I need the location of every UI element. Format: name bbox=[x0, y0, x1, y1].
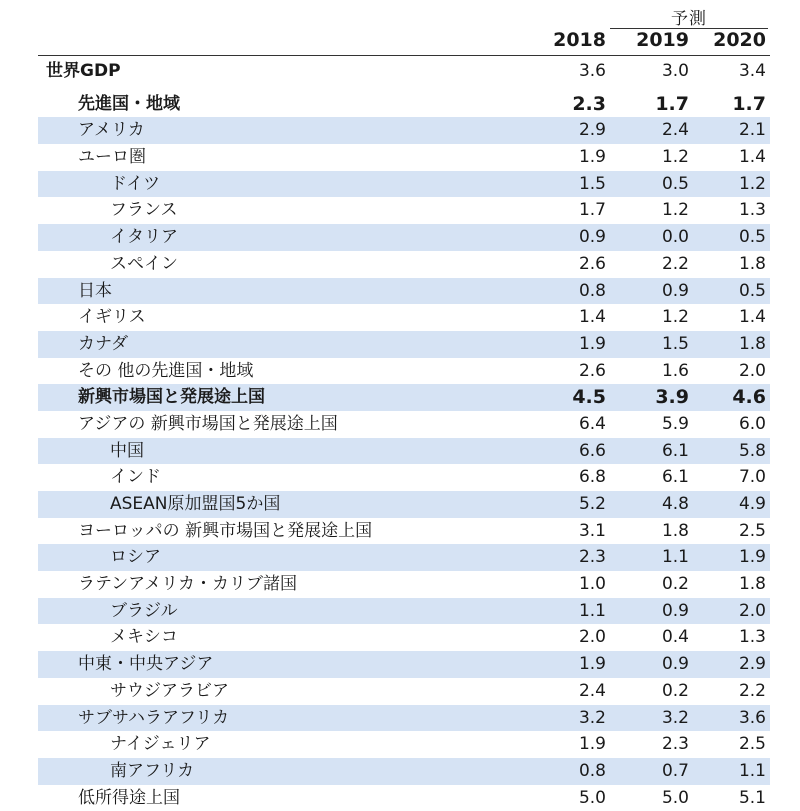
value-2018: 3.1 bbox=[578, 520, 606, 541]
value-2020: 5.1 bbox=[738, 787, 766, 808]
value-2018: 1.7 bbox=[578, 200, 606, 221]
table-row bbox=[38, 91, 770, 118]
value-2019: 4.8 bbox=[661, 494, 689, 514]
table-row bbox=[38, 331, 770, 358]
value-2018: 4.5 bbox=[572, 386, 606, 409]
value-2020: 2.5 bbox=[738, 520, 766, 541]
row-label: 低所得途上国 bbox=[78, 787, 180, 808]
value-2019: 1.1 bbox=[661, 547, 689, 568]
value-2020: 3.4 bbox=[738, 61, 766, 81]
row-label: 先進国・地域 bbox=[78, 93, 180, 114]
table-row bbox=[38, 731, 770, 758]
value-2019: 0.9 bbox=[661, 280, 689, 301]
value-2020: 1.3 bbox=[738, 200, 766, 221]
table-header bbox=[38, 29, 770, 53]
row-label: アジアの 新興市場国と発展途上国 bbox=[78, 413, 338, 434]
table-row-world-gdp bbox=[38, 58, 770, 85]
value-2020: 0.5 bbox=[738, 280, 766, 301]
row-label: 南アフリカ bbox=[110, 760, 195, 781]
row-label: その 他の先進国・地域 bbox=[78, 360, 254, 381]
value-2019: 5.0 bbox=[661, 787, 689, 808]
value-2019: 0.9 bbox=[661, 654, 689, 675]
value-2018: 3.6 bbox=[578, 61, 606, 81]
value-2020: 4.6 bbox=[732, 386, 766, 409]
gdp-table bbox=[38, 58, 770, 811]
value-2020: 1.3 bbox=[738, 627, 766, 648]
value-2019: 0.7 bbox=[661, 760, 689, 781]
value-2018: 6.8 bbox=[578, 467, 606, 488]
row-label: ヨーロッパの 新興市場国と発展途上国 bbox=[78, 520, 373, 541]
header-divider bbox=[38, 55, 770, 56]
row-label: イギリス bbox=[78, 307, 146, 328]
table-row bbox=[38, 491, 770, 518]
value-2018: 3.2 bbox=[578, 707, 606, 728]
row-label: フランス bbox=[110, 200, 178, 221]
table-row bbox=[38, 171, 770, 198]
value-2020: 2.9 bbox=[738, 654, 766, 675]
value-2019: 1.8 bbox=[661, 520, 689, 541]
value-2019: 3.2 bbox=[661, 707, 689, 728]
value-2019: 2.2 bbox=[661, 253, 689, 274]
value-2020: 1.8 bbox=[738, 253, 766, 274]
row-label: アメリカ bbox=[78, 120, 145, 141]
value-2018: 2.3 bbox=[572, 92, 606, 115]
row-label: メキシコ bbox=[110, 627, 178, 648]
row-label: 新興市場国と発展途上国 bbox=[78, 387, 265, 408]
value-2020: 1.9 bbox=[738, 547, 766, 568]
table-row bbox=[38, 758, 770, 785]
table-row bbox=[38, 651, 770, 678]
table-row bbox=[38, 518, 770, 545]
value-2020: 2.1 bbox=[738, 120, 766, 141]
value-2018: 1.0 bbox=[578, 574, 606, 595]
year-2019-header: 2019 bbox=[636, 29, 689, 51]
table-row bbox=[38, 251, 770, 278]
table-row bbox=[38, 571, 770, 598]
table-row bbox=[38, 544, 770, 571]
value-2019: 0.0 bbox=[661, 227, 689, 248]
value-2018: 2.6 bbox=[578, 253, 606, 274]
value-2018: 1.5 bbox=[578, 173, 606, 194]
row-label: イタリア bbox=[110, 227, 178, 248]
value-2018: 2.9 bbox=[578, 120, 606, 141]
value-2020: 1.4 bbox=[738, 307, 766, 328]
value-2019: 1.2 bbox=[661, 200, 689, 221]
row-label: 日本 bbox=[78, 280, 112, 301]
row-label: ナイジェリア bbox=[110, 734, 211, 755]
row-label: 中東・中央アジア bbox=[78, 654, 214, 675]
value-2019: 1.7 bbox=[655, 92, 689, 115]
value-2019: 1.5 bbox=[661, 333, 689, 354]
value-2018: 2.0 bbox=[578, 627, 606, 648]
value-2020: 1.1 bbox=[738, 760, 766, 781]
value-2018: 0.8 bbox=[578, 760, 606, 781]
value-2019: 2.3 bbox=[661, 734, 689, 755]
row-label: ASEAN原加盟国5か国 bbox=[110, 494, 281, 514]
year-2018-header: 2018 bbox=[553, 29, 606, 51]
value-2020: 2.0 bbox=[738, 600, 766, 621]
value-2019: 0.2 bbox=[661, 574, 689, 595]
value-2020: 7.0 bbox=[738, 467, 766, 488]
value-2020: 4.9 bbox=[738, 494, 766, 514]
value-2019: 0.5 bbox=[661, 173, 689, 194]
row-label: 中国 bbox=[110, 440, 144, 461]
value-2018: 6.4 bbox=[578, 413, 606, 434]
row-label: ロシア bbox=[110, 547, 161, 568]
value-2019: 1.6 bbox=[661, 360, 689, 381]
value-2018: 1.9 bbox=[578, 333, 606, 354]
row-label: ユーロ圏 bbox=[78, 147, 146, 168]
row-label: サブサハラアフリカ bbox=[78, 707, 230, 728]
value-2018: 5.0 bbox=[578, 787, 606, 808]
value-2019: 6.1 bbox=[661, 440, 689, 461]
table-row bbox=[38, 785, 770, 811]
table-row bbox=[38, 705, 770, 732]
value-2020: 2.0 bbox=[738, 360, 766, 381]
table-row bbox=[38, 197, 770, 224]
value-2019: 0.9 bbox=[661, 600, 689, 621]
value-2019: 1.2 bbox=[661, 147, 689, 168]
value-2020: 0.5 bbox=[738, 227, 766, 248]
value-2020: 1.8 bbox=[738, 333, 766, 354]
value-2019: 2.4 bbox=[661, 120, 689, 141]
row-label: ブラジル bbox=[110, 600, 178, 621]
value-2020: 1.4 bbox=[738, 147, 766, 168]
row-label: スペイン bbox=[110, 253, 178, 274]
table-row bbox=[38, 224, 770, 251]
value-2019: 0.2 bbox=[661, 680, 689, 701]
table-row bbox=[38, 624, 770, 651]
table-row bbox=[38, 117, 770, 144]
value-2019: 3.0 bbox=[661, 61, 689, 81]
value-2020: 1.7 bbox=[732, 92, 766, 115]
row-label: サウジアラビア bbox=[110, 680, 229, 701]
value-2020: 3.6 bbox=[738, 707, 766, 728]
value-2018: 2.4 bbox=[578, 680, 606, 701]
value-2020: 2.5 bbox=[738, 734, 766, 755]
value-2018: 0.9 bbox=[578, 227, 606, 248]
value-2018: 5.2 bbox=[578, 494, 606, 514]
value-2020: 1.8 bbox=[738, 574, 766, 595]
value-2018: 2.3 bbox=[578, 547, 606, 568]
value-2019: 6.1 bbox=[661, 467, 689, 488]
year-2020-header: 2020 bbox=[713, 29, 766, 51]
forecast-label: 予測 bbox=[671, 9, 707, 29]
value-2020: 6.0 bbox=[738, 413, 766, 434]
value-2018: 0.8 bbox=[578, 280, 606, 301]
row-label: カナダ bbox=[78, 333, 129, 354]
table-row bbox=[38, 598, 770, 625]
row-label: ラテンアメリカ・カリブ諸国 bbox=[78, 574, 297, 595]
table-row bbox=[38, 358, 770, 385]
value-2018: 2.6 bbox=[578, 360, 606, 381]
value-2019: 1.2 bbox=[661, 307, 689, 328]
value-2018: 1.9 bbox=[578, 147, 606, 168]
value-2020: 1.2 bbox=[738, 173, 766, 194]
value-2018: 6.6 bbox=[578, 440, 606, 461]
table-row bbox=[38, 304, 770, 331]
value-2018: 1.4 bbox=[578, 307, 606, 328]
table-row bbox=[38, 384, 770, 411]
value-2019: 3.9 bbox=[655, 386, 689, 409]
table-row bbox=[38, 464, 770, 491]
table-row bbox=[38, 678, 770, 705]
row-label: 世界GDP bbox=[46, 61, 121, 81]
value-2019: 0.4 bbox=[661, 627, 689, 648]
value-2018: 1.9 bbox=[578, 654, 606, 675]
value-2019: 5.9 bbox=[661, 413, 689, 434]
table-row bbox=[38, 438, 770, 465]
value-2018: 1.1 bbox=[578, 600, 606, 621]
value-2018: 1.9 bbox=[578, 734, 606, 755]
table-row bbox=[38, 144, 770, 171]
table-row bbox=[38, 411, 770, 438]
row-label: ドイツ bbox=[110, 173, 161, 194]
row-label: インド bbox=[110, 467, 161, 488]
value-2020: 2.2 bbox=[738, 680, 766, 701]
table-row bbox=[38, 278, 770, 305]
value-2020: 5.8 bbox=[738, 440, 766, 461]
